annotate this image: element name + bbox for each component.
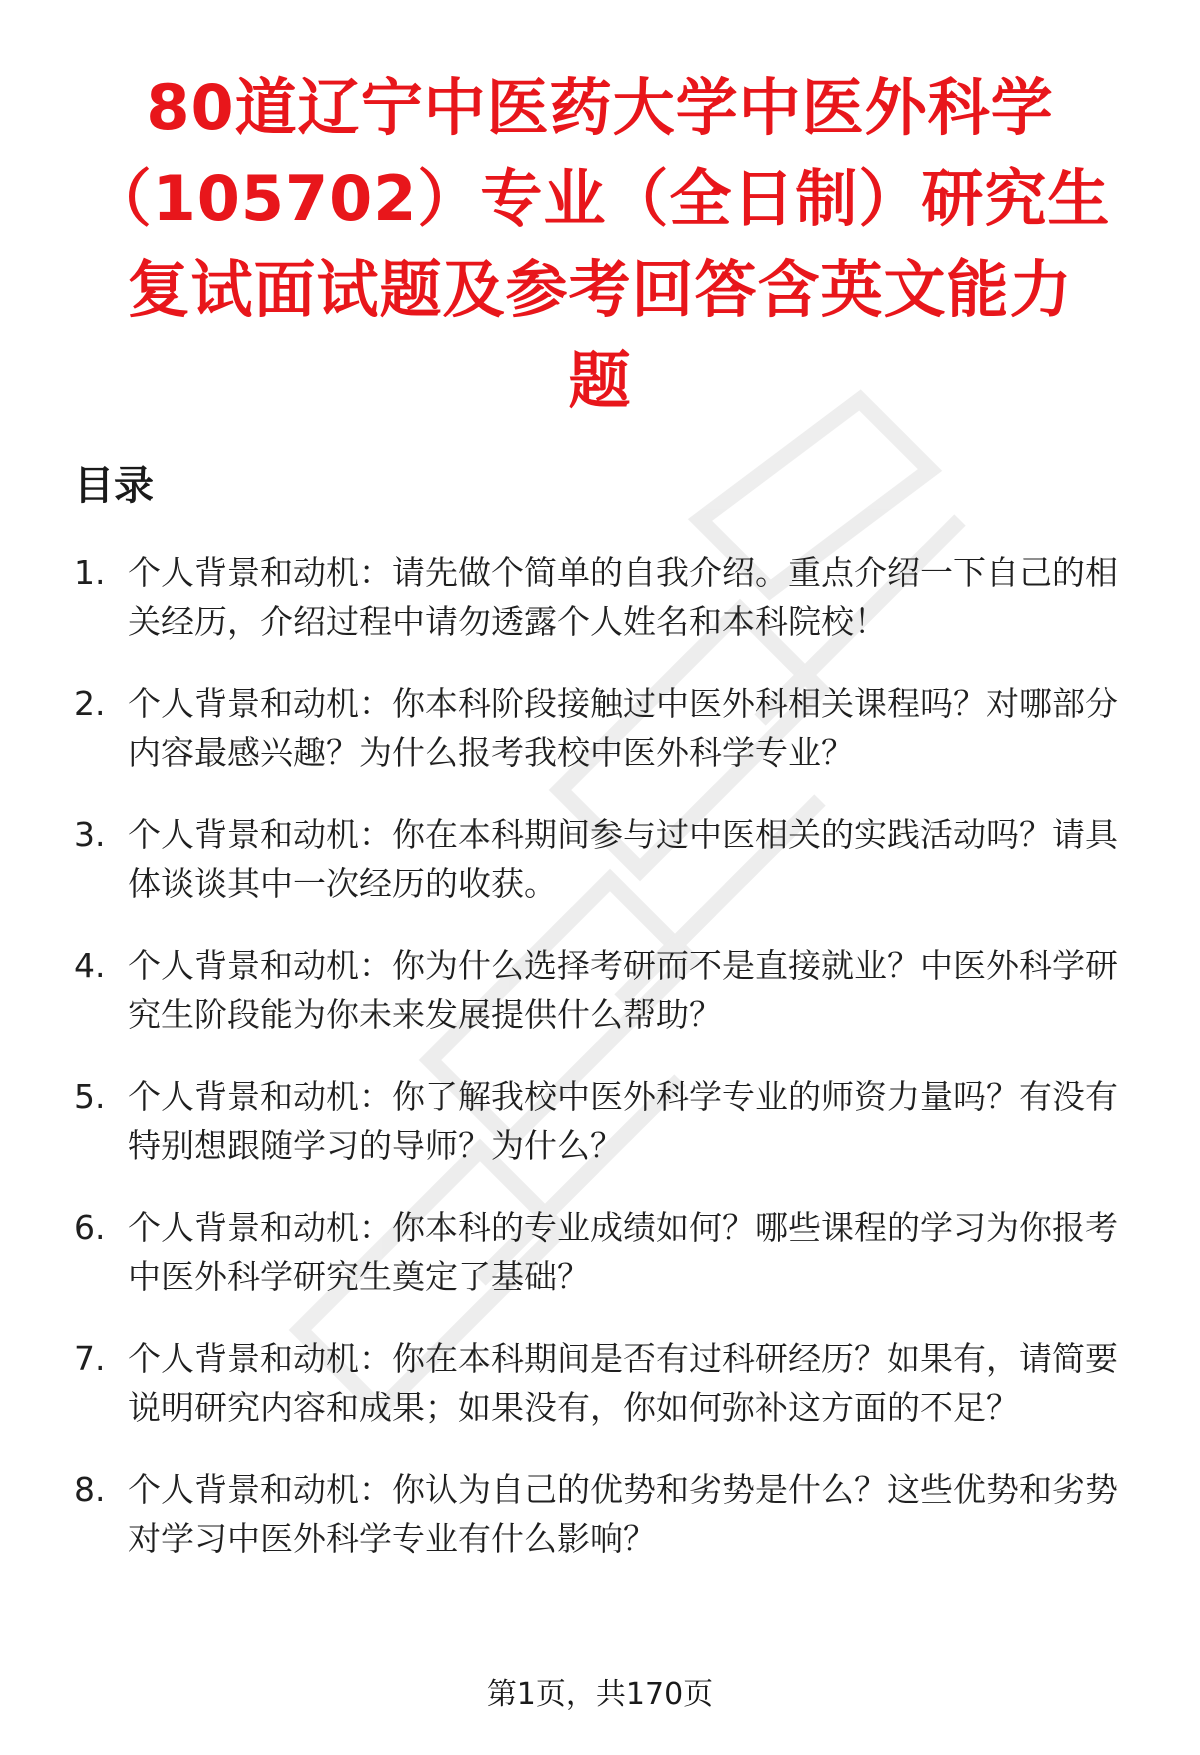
toc-item-number: 1. [74, 553, 106, 592]
title-line: 80道辽宁中医药大学中医外科学 [146, 71, 1054, 144]
toc-item [0, 1465, 1200, 1563]
toc-item-number: 4. [74, 946, 106, 985]
toc-item-number: 3. [74, 815, 106, 854]
toc-item [0, 1072, 1200, 1170]
title-line: 题 [568, 344, 632, 417]
toc-item-text: 个人背景和动机：你在本科期间是否有过科研经历？如果有，请简要说明研究内容和成果；如果没有，你如何弥补这方面的不足？ [128, 1339, 1118, 1427]
toc-item-number: 7. [74, 1339, 106, 1378]
toc-item-number: 5. [74, 1077, 106, 1116]
toc-item [0, 679, 1200, 777]
toc-item-text: 个人背景和动机：你了解我校中医外科学专业的师资力量吗？有没有特别想跟随学习的导师？为什么？ [128, 1077, 1118, 1165]
toc-item [0, 1334, 1200, 1432]
toc-item-text: 个人背景和动机：你在本科期间参与过中医相关的实践活动吗？请具体谈谈其中一次经历的收获。 [128, 815, 1118, 903]
toc-item-text: 个人背景和动机：请先做个简单的自我介绍。重点介绍一下自己的相关经历，介绍过程中请勿透露个人姓名和本科院校！ [128, 553, 1118, 641]
title-line: （105702）专业（全日制）研究生 [89, 162, 1111, 235]
toc-heading: 目录 [74, 463, 154, 509]
toc-item-number: 2. [74, 684, 106, 723]
toc-item-text: 个人背景和动机：你为什么选择考研而不是直接就业？中医外科学研究生阶段能为你未来发展提供什么帮助？ [128, 946, 1118, 1034]
toc-item [0, 810, 1200, 908]
toc-item-text: 个人背景和动机：你本科的专业成绩如何？哪些课程的学习为你报考中医外科学研究生奠定了基础？ [128, 1208, 1118, 1296]
toc-item-number: 8. [74, 1470, 106, 1509]
title-line: 复试面试题及参考回答含英文能力 [127, 253, 1073, 326]
toc-item [0, 941, 1200, 1039]
toc-item [0, 1203, 1200, 1301]
toc-item [0, 548, 1200, 646]
toc-list [0, 548, 1200, 1596]
page-number-footer: 第1页，共170页 [486, 1677, 714, 1712]
toc-item-text: 个人背景和动机：你认为自己的优势和劣势是什么？这些优势和劣势对学习中医外科学专业有什么影响？ [128, 1470, 1118, 1558]
toc-item-number: 6. [74, 1208, 106, 1247]
document-title [70, 62, 1130, 426]
toc-item-text: 个人背景和动机：你本科阶段接触过中医外科相关课程吗？对哪部分内容最感兴趣？为什么报考我校中医外科学专业？ [128, 684, 1118, 772]
